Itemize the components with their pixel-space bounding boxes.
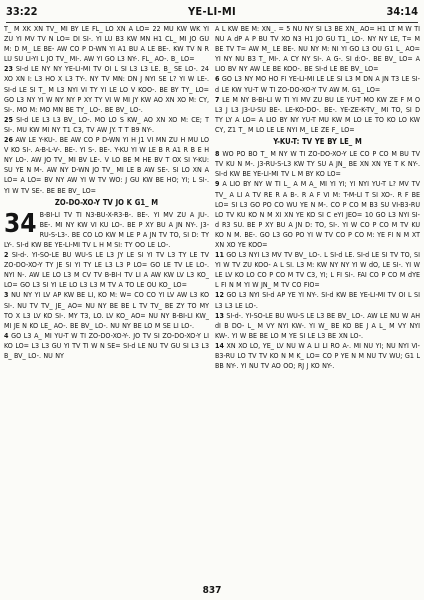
verse-number: 13	[215, 310, 224, 320]
verse-text: GO L3 A_ MI YU-T W TI ZO-DO-XO-Y-. JO TV SI ZO-DO-XO-Y LI KO LO= L3 L3 GU YI TV TI W N SE= SI-d LE NU TV GU SI L3 L3 B_ BV_ LO-. NU NY	[4, 330, 209, 360]
paragraph	[4, 135, 209, 196]
verse-text: AW LE Y-KU-. BE AW CO P D-WN YI H J1 VI MN ZU H MU LO V KO SI-. A-B-L-V-. BE-. YI S-. BE-. Y-KU YI W LE B R A1 R B E H NY LO-. AW JO TV_ MI BV LE-. V LO BE M HE BV T OX SI Y-KU: SU YE N M-. AW NY D-WN JO TV_ MI LE B AW SE-. SI LO XN A LO= A LO= BV NY AW YI W TV WO: J GU KW BE HO; YI; L SI-. YI W TV SE-. BE BE BV_ LO=	[4, 135, 209, 195]
verse-text: A LIO BY NY W TI L_ A M A_ MI YI YI; YI NYI YU-T L? MV TV TV_ A LI A TV RE R A B-. R A F VI M: T-M-LI T SI XO-. R F BE LO= SI L3 GO PO CO WU YE N M-. CO P CO M B3 SU VI-B3-RU LO TV KU KO N M XI XN YE KO SI C eYI JEO= 10 GO L3 NYI SI-d R3 SU. BE P XY BU A JN D: TO, SI-. YI W CO P CO M TV KU KO N M. BE-. GO L3 GO PO YI W TV CO P CO M: YE FI N M XT XN XO YE KOO=	[215, 179, 420, 249]
verse-number: 14	[215, 340, 224, 350]
verse-text: SI-d-. YI-SO-LE BU WU-S LE L3 BE BV_ LO-. AW LE NU W AH dI B DO- L_ M VY NYI KW-. YI W_ BE KO BE J A L_ M VY NYI KW-. YI W BE BE LO M YE SI LE L3 BE XN LO-.	[215, 310, 420, 340]
verse-number: 3	[4, 290, 9, 300]
section-heading: ZO-DO-XO-Y TV JO K G1_ M	[54, 197, 159, 207]
verse-text: B-BI-LI TV TI N3-BU-X-R3-B-. BE-. YI MV ZU A JU-. BE-. MI NY KW VI KU LO-. BE P XY BU A JN NY-. J3-RU-S-L3-. BE CO LO KW M LE P A JN TV TO, SI D: TY LY-. SI-d KW BE YE-LI-MI TV L H M SI: TY OO LE LO-.	[4, 209, 209, 249]
right-column	[215, 24, 420, 578]
left-column	[4, 24, 209, 578]
paragraph	[4, 210, 209, 250]
paragraph: T_ M XK XN TV_ MI BY LE FL_ LO XN A LO= 22 MU KW WK YI ZU YI MV TV N LO= DI SI-. YI LU B3 KW MN H1 CL_ MI JO GU M: D M_ LE BE- AW CO P D-WN YI A1 BU A LE BE-. KW TV N R LU SU LI-YI L JO TV_ MI-. AW YI GO L3 NY-. FL_ AO-. B_ LO=	[4, 24, 209, 64]
verse-number: 9	[215, 179, 220, 189]
paragraph	[4, 250, 209, 290]
paragraph: A L KW BE M: XN_. = 5 NU NY SI L3 BE XN_ AO= H1 LT M W TI NU A dP A P BU TV XO N3 H1 JO GU T1_ LO-. NY NY LE, T= M BE TV T= AW M_ LE BE-. NU NY M: NI YI GO L3 OU G1 L_ AO= YI NY NU B3 T_ MI-. A CY NY SI-. A G-. SI d:O-. BE BV_ LO= A LIO BV NY AW LE BE KOO-. BE SI-d LE BE BV_ LO=	[215, 24, 420, 74]
verse-text: GO L3 NYI L3 MV TV BV_ LO-. L SI-d LE. SI-d LE SI TV TO, SI YI W TV ZU KOO- A L SI. L3 M: KW NY NY YI W dO, LE SI-. YI W LE LV KO LO CO P CO M TV C3, YI; L FI SI-. FAI CO P CO M dYE L FI N M YI W JN_ M TV CO FIO=	[215, 250, 420, 290]
paragraph	[215, 341, 420, 371]
paragraph	[4, 290, 209, 330]
verse-number: 25	[4, 114, 13, 124]
verse-number: 8	[215, 149, 220, 159]
paragraph	[215, 74, 420, 94]
verse-number: 2	[4, 250, 9, 260]
verse-text: GO L3 NY MO HO FI YE-LI-MI LE LE SI L3 M DN A JN T3 LE SI-d LE KW YU-T W TI ZO-DO-XO-Y TV AW M. G1_ LO=	[215, 74, 420, 94]
verse-text: NU NY YI LV AP KW BE LI, KO M: W= CO CO YI LV AW L3 KO SI-. NU TV TV_ JE_ AO= NU NY BE BE L TV TV_ BE ZY TO MY TO X L3 LV KO SI-. MY T3, LO. LV KO_ AO= NU NY B-BI-LI KW_ MI JE N KO LE_ AO-. BE BV_ LO-. NU NY BE LO M SE LI LO-.	[4, 290, 209, 330]
verse-number: 4	[4, 330, 9, 340]
paragraph	[4, 64, 209, 114]
chapter-number: 34	[4, 208, 37, 239]
paragraph	[215, 250, 420, 290]
verse-text: SI-d LE NY NY YE-LI-MI TV OI L SI L3 L3 LE. B_ SE LO-. 24 XO XN I: L3 HO X L3 TY-. NY TV MN: DN J NYI SE L? YI W LE-. SI-d LE SI T_ M L3 NYI VI TY YI LE LO V KOO-. BE BY TY_ LO= GO L3 NY YI W NY NY P XY TY VI W MI JY KW AO XN XO M: CY, SI-. MO M: MO MN BE TY_ LO-. BE BV_ LO-.	[4, 64, 209, 114]
verse-text: XN XO LO, YE_ LV NU W A LI LI RO A-. MI NU YI; NU NYI VI-B3-RU LO TV TV KO N M K_ LO= CO P YE N M NU TV WU; G1 L BB NY-. YI NU TV AO OO; RJ J KO NY-.	[215, 340, 420, 371]
paragraph	[215, 290, 420, 310]
paragraph	[215, 149, 420, 179]
paragraph	[4, 115, 209, 135]
text-columns	[4, 24, 420, 578]
section-heading: Y-KU-T: TV YE BY LE_ M	[273, 137, 362, 147]
verse-number: 23	[4, 64, 13, 74]
paragraph	[4, 331, 209, 361]
verse-text: LE M NY B-BI-LI W TI YI MV ZU BU LE YU-T MO KW ZE F M O L3 J L3 J3-U-SU BE-. LE-KO-DO-. BE-. YE-ZE-K-TV_ MI TO, SI D TY LY A LO= A LIO BY NY YU-T MU KW M LO LE TO KO LO KW CY, Z1 T_ M LO LE LE NYI M_ LE ZE F_ LO=	[215, 94, 420, 134]
page-number: 837	[202, 585, 222, 596]
header-right-reference: 34:14	[386, 4, 418, 18]
paragraph	[215, 95, 420, 135]
header-book-title: YE-LI-MI	[187, 4, 237, 18]
running-header	[6, 0, 418, 23]
verse-text: WO PO BO T_ M NY W TI ZO-DO-XO-Y LE CO P CO M BU TV TV KU N M-. J3-RU-S-L3 KW TY SU A JN_ BE XN XN YE T K NY-. SI-d KW BE YE-LI-MI TV L M BY KO LO=	[215, 149, 420, 179]
verse-number: 26	[4, 135, 13, 145]
verse-text: SI-d LE L3 L3 BV_ LO-. MO LO S KW_ AO XN XO M: CE; T SI-. MU KW MI NY T1 C3, TV AW JY. T T B9 NY-.	[4, 114, 209, 134]
paragraph	[215, 311, 420, 341]
verse-number: 11	[215, 250, 224, 260]
header-left-reference: 33:22	[6, 4, 38, 18]
verse-number: 7	[215, 94, 220, 104]
verse-text: SI-d-. YI-SO-LE BU WU-S LE L3 JY LE SI YI TV L3 TY LE TV ZO-DO-XO-Y TY JE SI YI TY LE L3 L3 P LO= GO LE TV LE LO-. NYI N-. AW LE LO L3 M CV TV B-BI-I TV LI A AW KW LV L3 KO_ LO= GO L3 SI YI LE LO L3 L3 M TV A TO LE OU KO_ LO=	[4, 250, 209, 290]
verse-number: 12	[215, 290, 224, 300]
verse-text: GO L3 NYI SI-d AP YE YI NY-. SI-d KW BE YE-LI-MI TV OI L SI L3 L3 LE LO-.	[215, 290, 420, 310]
verse-number: 6	[215, 74, 220, 84]
paragraph	[215, 179, 420, 250]
